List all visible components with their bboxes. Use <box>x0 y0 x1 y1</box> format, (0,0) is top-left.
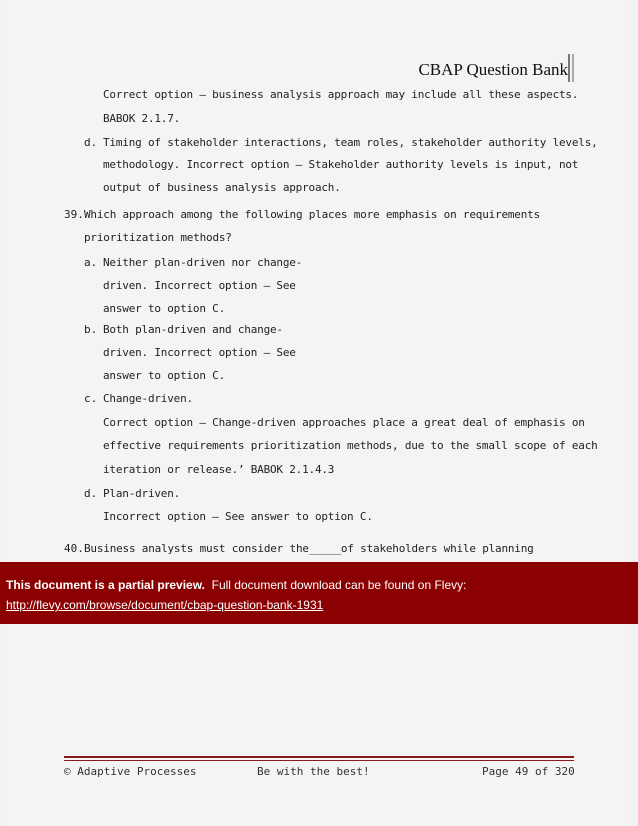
header-rule-secondary <box>572 54 574 82</box>
option-c-line-1: Change-driven. <box>103 392 193 405</box>
document-page <box>8 0 630 826</box>
preview-banner-message <box>6 578 466 592</box>
option-d-line-2: methodology. Incorrect option – Stakeholder authority levels is input, not <box>103 158 579 171</box>
question-39-line-2: prioritization methods? <box>84 231 232 244</box>
option-a-line-3: answer to option C. <box>103 302 226 315</box>
option-c-letter: c. <box>84 392 98 405</box>
preview-banner-bold: This document is a partial preview. <box>6 578 205 592</box>
option-b-line-3: answer to option C. <box>103 369 226 382</box>
header-rule <box>568 54 570 82</box>
footer-rule <box>64 756 574 758</box>
footer-slogan: Be with the best! <box>257 765 370 778</box>
option-d2-line-1: Plan-driven. <box>103 487 181 500</box>
flevy-document-link[interactable]: http://flevy.com/browse/document/cbap-question-bank-1931 <box>6 598 324 612</box>
option-c-line-2: Correct option – Change-driven approaches place a great deal of emphasis on <box>103 416 585 429</box>
option-c-line-3: effective requirements prioritization methods, due to the small scope of each <box>103 439 598 452</box>
option-d2-letter: d. <box>84 487 98 500</box>
question-39-line-1: Which approach among the following places more emphasis on requirements <box>84 208 541 221</box>
question-40-number: 40. <box>64 542 84 555</box>
answer-c-explanation-line-2: BABOK 2.1.7. <box>103 112 181 125</box>
option-a-line-2: driven. Incorrect option – See <box>103 279 296 292</box>
option-d-line-3: output of business analysis approach. <box>103 181 341 194</box>
question-39-number: 39. <box>64 208 84 221</box>
option-d-letter: d. <box>84 136 98 149</box>
footer-page-number: Page 49 of 320 <box>482 765 575 778</box>
footer-copyright: © Adaptive Processes <box>64 765 197 778</box>
question-40-line-1: Business analysts must consider the_____of stakeholders while planning <box>84 542 534 555</box>
footer-rule-secondary <box>64 760 574 761</box>
option-c-line-4: iteration or release.’ BABOK 2.1.4.3 <box>103 463 335 476</box>
preview-banner <box>0 562 638 624</box>
page-header-title: CBAP Question Bank <box>418 60 568 79</box>
option-d2-line-2: Incorrect option – See answer to option C. <box>103 510 373 523</box>
option-b-line-1: Both plan-driven and change- <box>103 323 283 336</box>
preview-banner-text: Full document download can be found on Flevy: <box>211 578 467 592</box>
option-a-line-1: Neither plan-driven nor change- <box>103 256 303 269</box>
option-b-letter: b. <box>84 323 98 336</box>
option-a-letter: a. <box>84 256 98 269</box>
answer-c-explanation-line-1: Correct option – business analysis approach may include all these aspects. <box>103 88 579 101</box>
option-d-line-1: Timing of stakeholder interactions, team roles, stakeholder authority levels, <box>103 136 598 149</box>
option-b-line-2: driven. Incorrect option – See <box>103 346 296 359</box>
